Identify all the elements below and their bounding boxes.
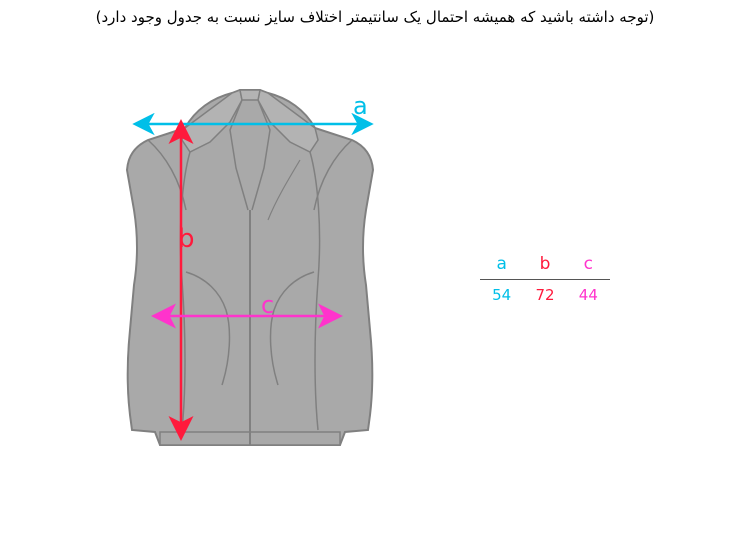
cell-a: 54 [492,286,512,304]
table-header-row [480,252,610,280]
header-b: b [523,252,566,280]
cell-b: 72 [535,286,555,304]
label-c: c [261,291,275,319]
vest-body [127,90,373,445]
size-table [480,252,610,304]
header-a: a [480,252,523,280]
cell-c: 44 [578,286,598,304]
header-c: c [567,252,610,280]
vest-illustration [90,60,410,460]
table-row [480,280,610,305]
label-b: b [178,224,195,254]
label-a: a [353,92,368,120]
size-tolerance-note: (توجه داشته باشید که همیشه احتمال یک سانتیمتر اختلاف سایز نسبت به جدول وجود دارد) [95,8,655,26]
